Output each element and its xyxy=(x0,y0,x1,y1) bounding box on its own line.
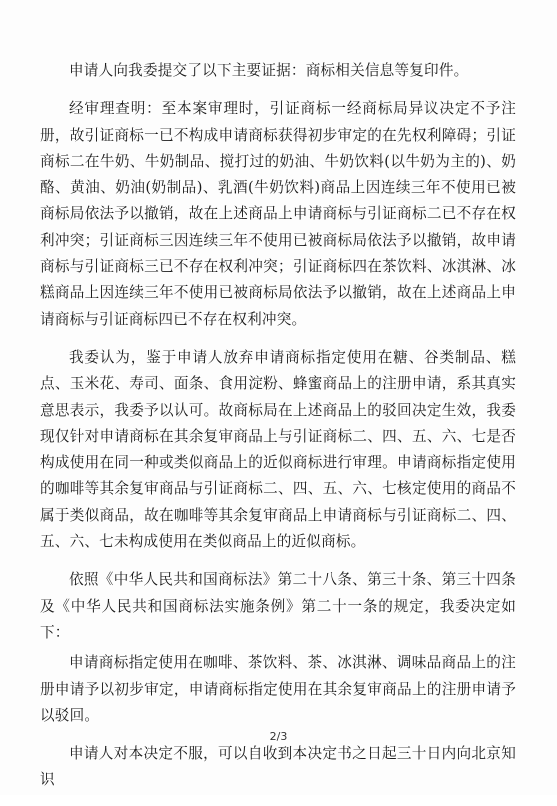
paragraph-evidence: 申请人向我委提交了以下主要证据：商标相关信息等复印件。 xyxy=(69,62,469,79)
document-body xyxy=(40,58,516,806)
paragraph-appeal-notice: 申请人对本决定不服，可以自收到本决定书之日起三十日内向北京知识 xyxy=(40,745,516,789)
paragraph-findings: 经审理查明：至本案审理时，引证商标一经商标局异议决定不予注册，故引证商标一已不构成申请商标获得初步审定的在先权利障碍；引证商标二在牛奶、牛奶制品、搅打过的奶油、牛奶饮料(以牛奶为主的)、奶酪、黄油、奶油(奶制品)、乳酒(牛奶饮料)商品上因连续三年不使用已被商标局依法予以撤销，故在上述商品上申请商标与引证商标二已不存在权利冲突；引证商标三因连续三年不使用已被商标局依法予以撤销，故申请商标与引证商标三已不存在权利冲突；引证商标四在茶饮料、冰淇淋、冰糕商品上因连续三年不使用已被商标局依法予以撤销，故在上述商品上申请商标与引证商标四已不存在权利冲突。 xyxy=(40,100,516,328)
paragraph-opinion: 我委认为，鉴于申请人放弃申请商标指定使用在糖、谷类制品、糕点、玉米花、寿司、面条、食用淀粉、蜂蜜商品上的注册申请，系其真实意思表示，我委予以认可。故商标局在上述商品上的驳回决定生效，我委现仅针对申请商标在其余复审商品上与引证商标二、四、五、六、七是否构成使用在同一种或类似商品上的近似商标进行审理。申请商标指定使用的咖啡等其余复审商品与引证商标二、四、五、六、七核定使用的商品不属于类似商品，故在咖啡等其余复审商品上申请商标与引证商标二、四、五、六、七未构成使用在类似商品上的近似商标。 xyxy=(40,348,516,551)
paragraph-decision: 申请商标指定使用在咖啡、茶饮料、茶、冰淇淋、调味品商品上的注册申请予以初步审定，申请商标指定使用在其余复审商品上的注册申请予以驳回。 xyxy=(40,654,516,724)
paragraph-legal-basis: 依照《中华人民共和国商标法》第二十八条、第三十条、第三十四条及《中华人民共和国商标法实施条例》第二十一条的规定，我委决定如下： xyxy=(40,571,516,641)
page-number: 2/3 xyxy=(269,730,288,743)
